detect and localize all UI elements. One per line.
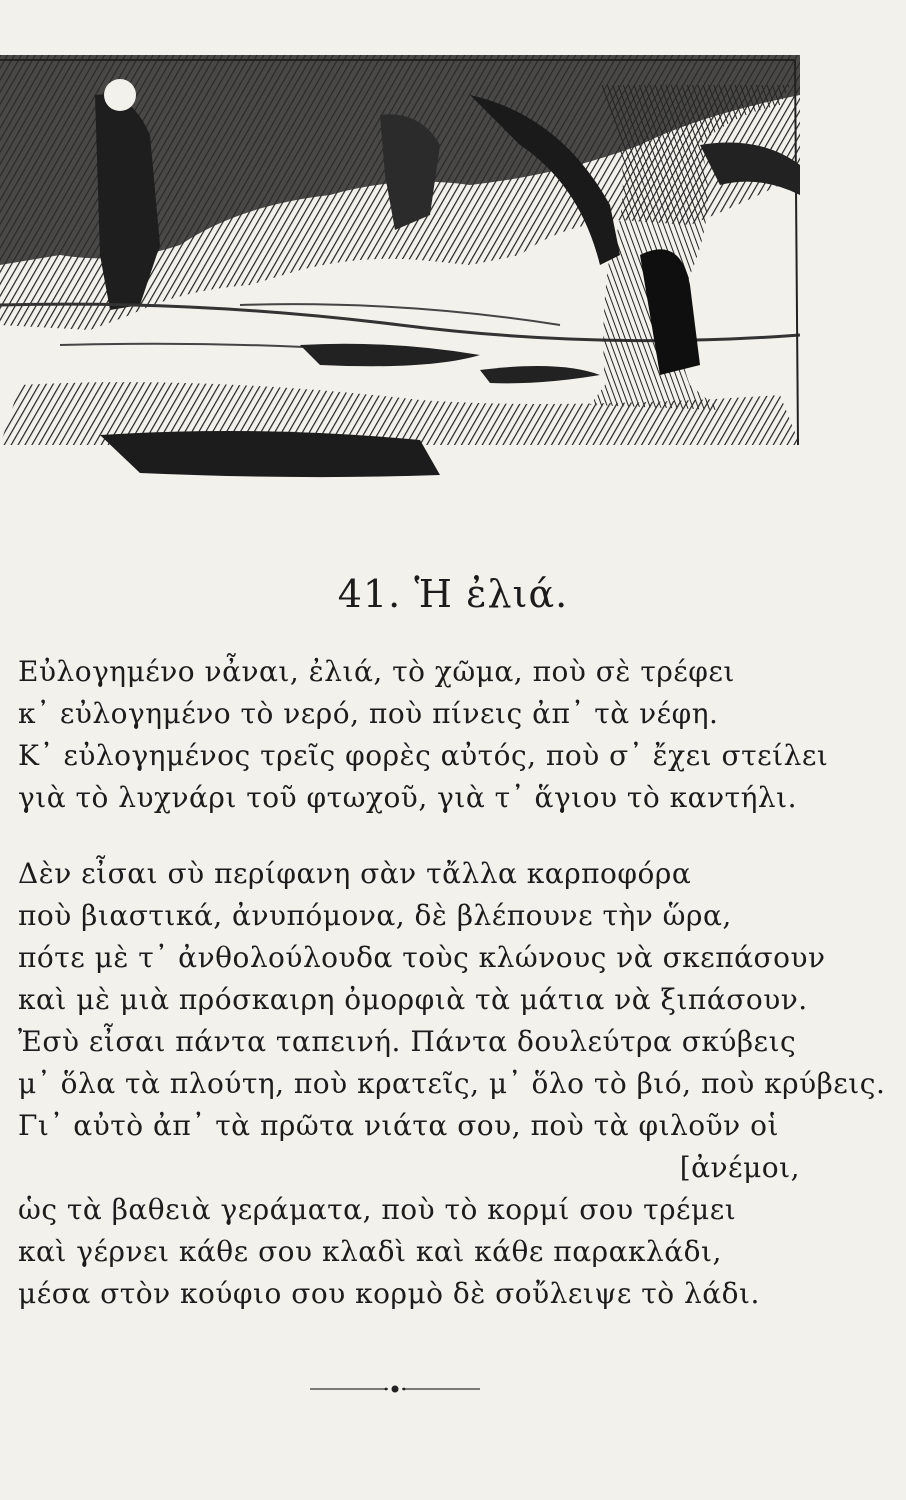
poem-line: Κ᾿ εὐλογημένος τρεῖς φορὲς αὐτός, ποὺ σ᾿ ἔχει στείλει: [18, 739, 829, 772]
poem-title: 41. Ἡ ἐλιά.: [337, 572, 569, 616]
poem-line-continuation: [ἀνέμοι,: [679, 1151, 800, 1184]
poem-line: Εὐλογημένο νἆναι, ἐλιά, τὸ χῶμα, ποὺ σὲ τρέφει: [18, 655, 735, 688]
poem-line: ποὺ βιαστικά, ἀνυπόμονα, δὲ βλέπουνε τὴν ὥρα,: [18, 899, 732, 932]
poem-line: πότε μὲ τ᾿ ἀνθολούλουδα τοὺς κλώνους νὰ σκεπάσουν: [18, 941, 826, 974]
poem-line: καὶ γέρνει κάθε σου κλαδὶ καὶ κάθε παρακλάδι,: [18, 1235, 722, 1268]
poem-line: Ἐσὺ εἶσαι πάντα ταπεινή. Πάντα δουλεύτρα σκύβεις: [18, 1025, 797, 1058]
poem-line: κ᾿ εὐλογημένο τὸ νερό, ποὺ πίνεις ἀπ᾿ τὰ νέφη.: [18, 697, 719, 730]
end-ornament: [310, 1383, 480, 1395]
poem-line: Γι᾿ αὐτὸ ἀπ᾿ τὰ πρῶτα νιάτα σου, ποὺ τὰ φιλοῦν οἱ: [18, 1109, 779, 1142]
poem-line: μ᾿ ὅλα τὰ πλούτη, ποὺ κρατεῖς, μ᾿ ὅλο τὸ βιό, ποὺ κρύβεις.: [18, 1067, 886, 1100]
poem-line: καὶ μὲ μιὰ πρόσκαιρη ὀμορφιὰ τὰ μάτια νὰ ξιπάσουν.: [18, 983, 808, 1016]
poem-line: ὡς τὰ βαθειὰ γεράματα, ποὺ τὸ κορμί σου τρέμει: [18, 1193, 737, 1226]
poem-line: Δὲν εἶσαι σὺ περίφανη σὰν τἄλλα καρποφόρα: [18, 857, 692, 890]
poem-line: γιὰ τὸ λυχνάρι τοῦ φτωχοῦ, γιὰ τ᾿ ἅγιου τὸ καντήλι.: [18, 781, 797, 814]
olive-tree-engraving: [0, 55, 800, 485]
poem-line: μέσα στὸν κούφιο σου κορμὸ δὲ σοὔλειψε τὸ λάδι.: [18, 1277, 760, 1310]
